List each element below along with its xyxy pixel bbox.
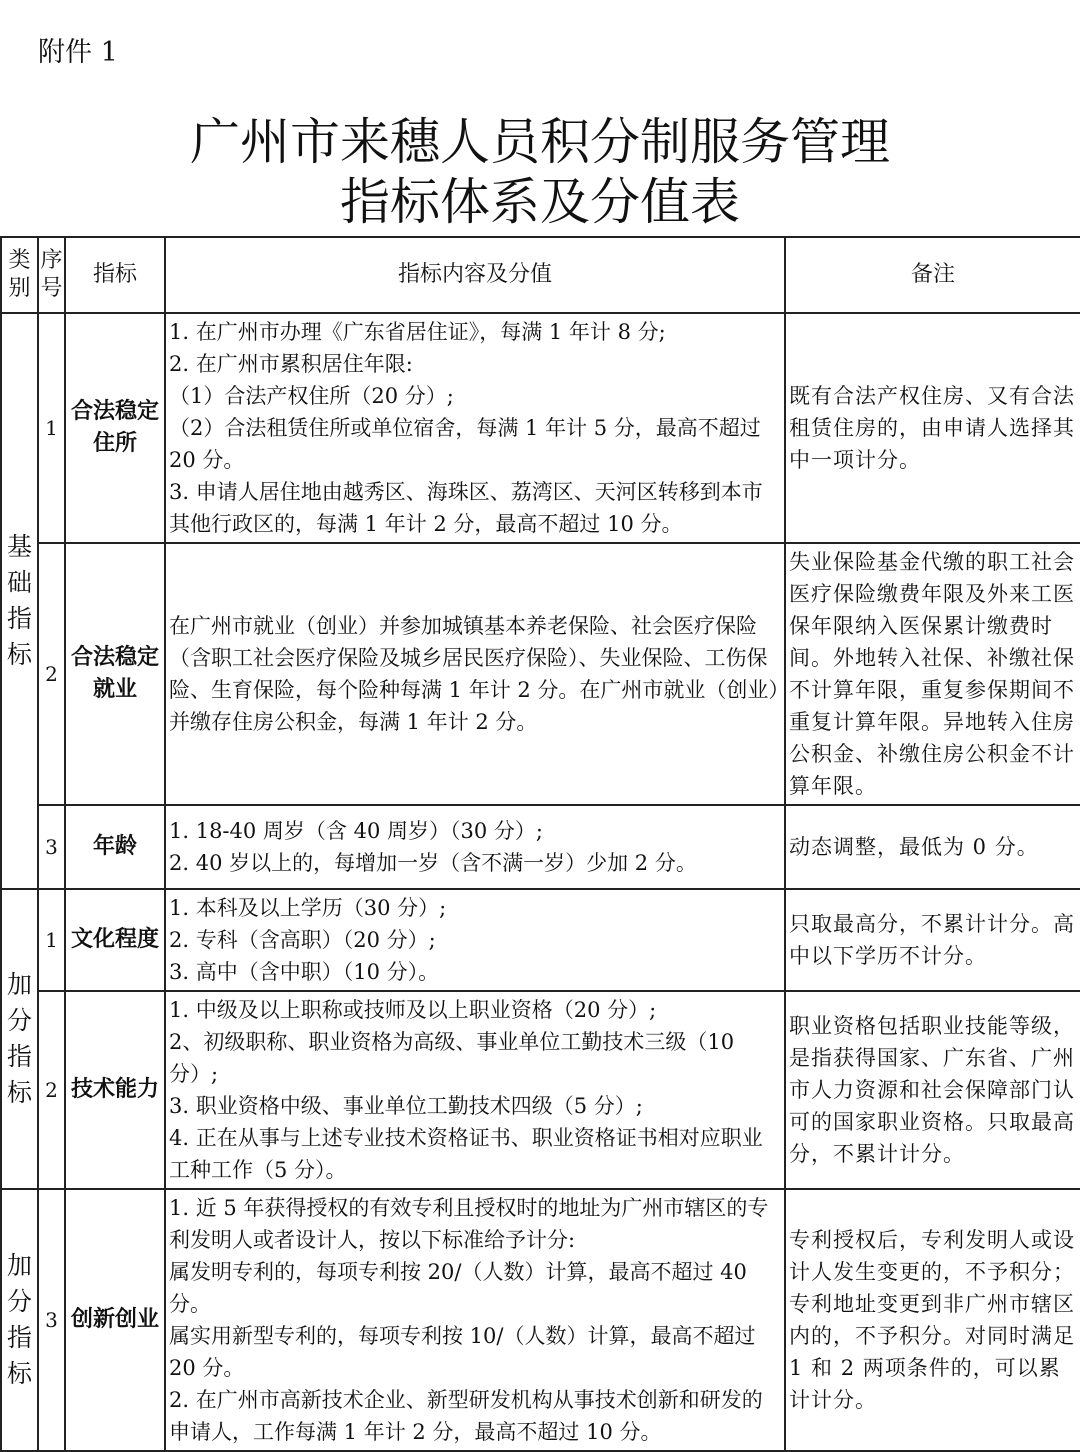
row-content: 1. 近 5 年获得授权的有效专利且授权时的地址为广州市辖区的专利发明人或者设计人，按以下标准给予计分: 属发明专利的，每项专利按 20/（人数）计算，最高不超过 40 分。 属实用新型专利的，每项专利按 10/（人数）计算，最高不超过 20 分。 2. 在广州市高新技术企业、新型研发机构从事技术创新和研发的申请人，工作每满 1 年计 2 分，最高不超过 10 分。 [165, 1189, 785, 1451]
table-row [1, 1189, 1080, 1451]
category-bonus-a: 加 分 指 标 [1, 889, 38, 1189]
attachment-label: 附件 1 [38, 37, 118, 68]
row-note: 失业保险基金代缴的职工社会医疗保险缴费年限及外来工医保年限纳入医保累计缴费时间。外地转入社保、补缴社保不计算年限，重复参保期间不重复计算年限。异地转入住房公积金、补缴住房公积金不计算年限。 [785, 543, 1080, 805]
row-seq: 1 [38, 313, 65, 543]
row-seq: 3 [38, 805, 65, 889]
document-title-line2: 指标体系及分值表 [340, 173, 740, 231]
row-note: 动态调整，最低为 0 分。 [785, 805, 1080, 889]
row-note: 专利授权后，专利发明人或设计人发生变更的，不予积分；专利地址变更到非广州市辖区内的，不予积分。对同时满足 1 和 2 两项条件的，可以累计计分。 [785, 1189, 1080, 1451]
table-header-row [1, 237, 1080, 313]
row-note: 只取最高分，不累计计分。高中以下学历不计分。 [785, 889, 1080, 991]
row-content: 1. 中级及以上职称或技师及以上职业资格（20 分）; 2、初级职称、职业资格为高级、事业单位工勤技术三级（10 分）; 3. 职业资格中级、事业单位工勤技术四级（5 分）; 4. 正在从事与上述专业技术资格证书、职业资格证书相对应职业工种工作（5 分）。 [165, 991, 785, 1189]
row-indicator: 合法稳定 住所 [65, 313, 165, 543]
header-category: 类 别 [1, 237, 38, 313]
row-seq: 2 [38, 543, 65, 805]
category-basic: 基 础 指 标 [1, 313, 38, 889]
row-indicator: 合法稳定 就业 [65, 543, 165, 805]
row-note: 既有合法产权住房、又有合法租赁住房的，由申请人选择其中一项计分。 [785, 313, 1080, 543]
row-content: 在广州市就业（创业）并参加城镇基本养老保险、社会医疗保险（含职工社会医疗保险及城乡居民医疗保险）、失业保险、工伤保险、生育保险，每个险种每满 1 年计 2 分。在广州市就业（创业）并缴存住房公积金，每满 1 年计 2 分。 [165, 543, 785, 805]
header-seq: 序 号 [38, 237, 65, 313]
row-seq: 1 [38, 889, 65, 991]
header-indicator: 指标 [65, 237, 165, 313]
row-content: 1. 18-40 周岁（含 40 周岁）（30 分）; 2. 40 岁以上的，每增加一岁（含不满一岁）少加 2 分。 [165, 805, 785, 889]
document-title-line1: 广州市来穗人员积分制服务管理 [190, 113, 890, 171]
table-row [1, 889, 1080, 991]
table-row [1, 991, 1080, 1189]
row-indicator: 创新创业 [65, 1189, 165, 1451]
row-content: 1. 本科及以上学历（30 分）; 2. 专科（含高职）（20 分）; 3. 高中（含中职）（10 分）。 [165, 889, 785, 991]
header-note: 备注 [785, 237, 1080, 313]
table-row [1, 313, 1080, 543]
category-bonus-b: 加 分 指 标 [1, 1189, 38, 1451]
row-indicator: 年龄 [65, 805, 165, 889]
table-row [1, 805, 1080, 889]
indicator-table [0, 236, 1080, 1452]
row-indicator: 文化程度 [65, 889, 165, 991]
row-seq: 3 [38, 1189, 65, 1451]
row-note: 职业资格包括职业技能等级，是指获得国家、广东省、广州市人力资源和社会保障部门认可的国家职业资格。只取最高分，不累计计分。 [785, 991, 1080, 1189]
header-content: 指标内容及分值 [165, 237, 785, 313]
row-indicator: 技术能力 [65, 991, 165, 1189]
row-content: 1. 在广州市办理《广东省居住证》，每满 1 年计 8 分; 2. 在广州市累积居住年限: （1）合法产权住所（20 分）; （2）合法租赁住所或单位宿舍，每满 1 年计 5 分，最高不超过 20 分。 3. 申请人居住地由越秀区、海珠区、荔湾区、天河区转移到本市其他行政区的，每满 1 年计 2 分，最高不超过 10 分。 [165, 313, 785, 543]
table-row [1, 543, 1080, 805]
row-seq: 2 [38, 991, 65, 1189]
